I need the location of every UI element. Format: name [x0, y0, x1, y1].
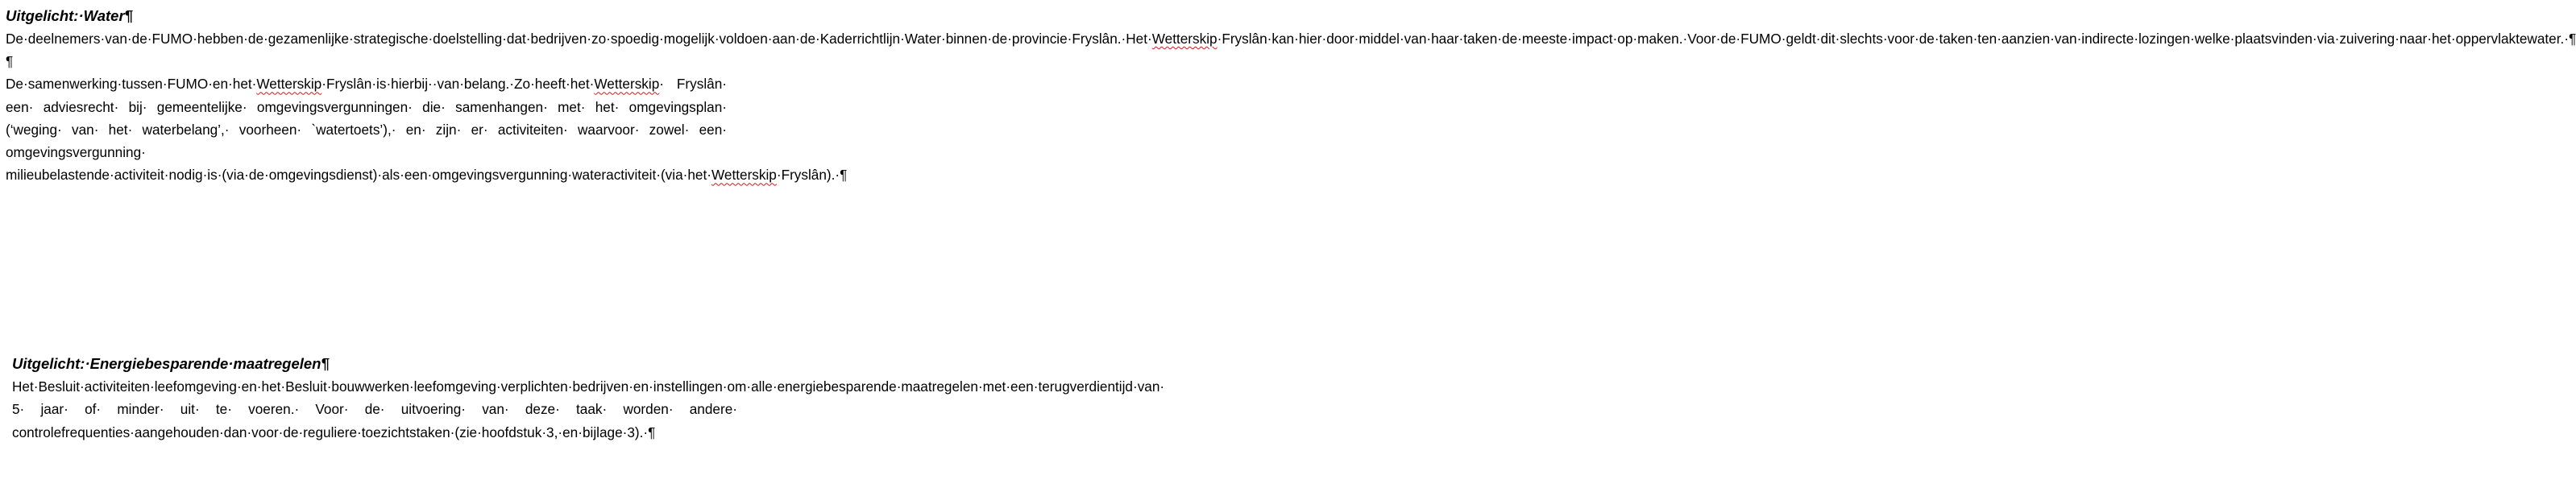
- text-run: ·Fryslân).·¶: [776, 167, 848, 184]
- section-heading-energie: Uitgelicht:·Energiebesparende·maatregelen¶: [12, 355, 330, 372]
- text-run: De·samenwerking·tussen·FUMO·en·het·: [6, 76, 257, 93]
- text-run: ·Fryslân·kan·hier·door·middel·van·haar·taken·de·meeste·impact·op·maken.·Voor·de·FUMO·geldt·dit·slechts·voor·de·taken·ten·aanzien·van·indirecte·lozingen·welke·plaatsvinden·via·zuivering·naar·het·oppervlaktewater.·¶: [1217, 31, 2576, 47]
- text-run: De·deelnemers·van·de·FUMO·hebben·de·gezamenlijke·strategische·doelstelling·dat·bedrijven·zo·spoedig·mogelijk·voldoen·aan·de·Kaderrichtlijn·Water·binnen·de·provincie·Fryslân.·Het·: [6, 31, 1152, 47]
- text-run: Het·Besluit·activiteiten·leefomgeving·en·het·Besluit·bouwwerken·leefomgeving·verplichten·bedrijven·en·instellingen·om·alle·energiebesparende·maatregelen·met·een·terugverdientijd·van· 5· jaar· of· minder· uit· te· voeren.· Voor· de· uitvoering· van· deze· taak· worden· andere· controlefrequenties·aangehouden·dan·voor·de·reguliere·toezichtstaken·(zie·hoofdstuk·3,·en·bijlage·3).·¶: [12, 378, 1165, 440]
- misspelled-word: Wetterskip: [594, 76, 660, 93]
- paragraph-energie-measures: [12, 375, 1165, 444]
- section-water: [6, 5, 2576, 187]
- section-energie: [12, 353, 1165, 444]
- misspelled-word: Wetterskip: [711, 167, 777, 184]
- text-run: · Fryslân· een· adviesrecht· bij· gemeentelijke· omgevingsvergunningen· die· samenhangen· met· het· omgevingsplan· (‘weging· van· het· waterbelang’,· voorheen· `watertoets’),· en· zijn· er· activiteiten· waarvoor· zowel· een· omgevingsvergunning· milieubelastende·activiteit·nodig·is·(via·de·omgevingsdienst)·als·een·omgevingsvergunning·wateractiviteit·(via·het·: [6, 76, 727, 184]
- paragraph-water-goal: [6, 27, 2576, 50]
- text-run: ·Fryslân·is·hierbij··van·belang.·Zo·heeft·het·: [321, 76, 595, 93]
- misspelled-word: Wetterskip: [256, 76, 322, 93]
- empty-paragraph-mark: ¶: [6, 53, 14, 70]
- misspelled-word: Wetterskip: [1151, 31, 1217, 47]
- paragraph-water-cooperation: [6, 72, 848, 186]
- section-heading-water: Uitgelicht:·Water¶: [6, 7, 133, 24]
